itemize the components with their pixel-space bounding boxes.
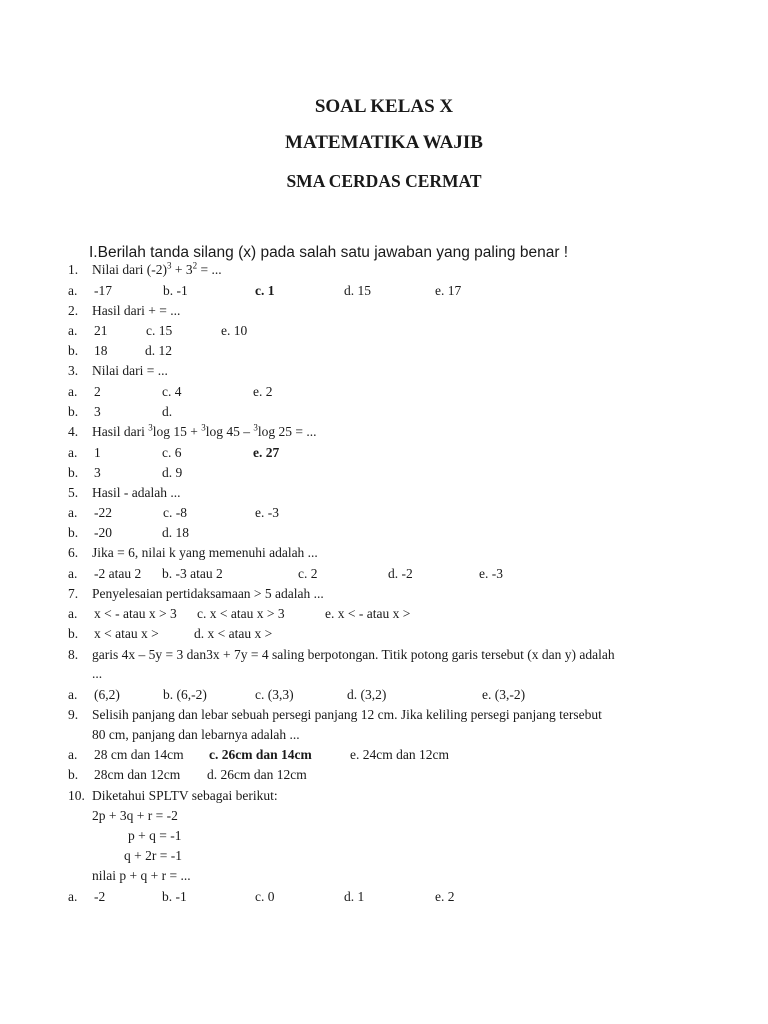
item-label: a.: [68, 323, 78, 338]
line-text: x < - atau x > 3: [94, 606, 177, 621]
item-label: a.: [68, 747, 78, 762]
line-text: d. 9: [162, 465, 183, 480]
item-label: 5.: [68, 485, 79, 500]
line-text: -2 atau 2: [94, 566, 142, 581]
line-text: 2: [94, 384, 101, 399]
item-label: a.: [68, 566, 78, 581]
line-text: c. 6: [162, 445, 182, 460]
item-label: a.: [68, 283, 78, 298]
line-text: Hasil dari $^3$log 15 + $^3$log 45 – $^3$log 25 = ...: [92, 422, 317, 439]
line-text: e. 10: [221, 323, 248, 338]
line-text: d.: [162, 404, 173, 419]
item-label: 9.: [68, 707, 79, 722]
line-text: 18: [94, 343, 108, 358]
title-kelas: SOAL KELAS X: [314, 96, 454, 117]
line-text: -20: [94, 525, 112, 540]
line-text: d. (3,2): [347, 687, 387, 702]
item-label: 4.: [68, 424, 79, 439]
line-text: d. x < atau x >: [194, 626, 273, 641]
line-text: c. 15: [146, 323, 173, 338]
item-label: 7.: [68, 586, 79, 601]
item-label: b.: [68, 626, 79, 641]
line-text: d. 1: [344, 889, 365, 904]
line-text: -22: [94, 505, 112, 520]
line-text: 3: [94, 465, 101, 480]
item-label: 6.: [68, 545, 79, 560]
instruction-text: I.Berilah tanda silang (x) pada salah satu jawaban yang paling benar !: [89, 244, 569, 261]
item-label: b.: [68, 767, 79, 782]
line-text: Selisih panjang dan lebar sebuah persegi panjang 12 cm. Jika keliling persegi panjang tersebut: [92, 707, 602, 722]
line-text: x < atau x >: [94, 626, 159, 641]
line-text: 3: [94, 404, 101, 419]
line-text: e. 2: [435, 889, 455, 904]
line-text: 28cm dan 12cm: [94, 767, 181, 782]
line-text: Nilai dari = ...: [92, 363, 168, 378]
item-label: q + 2r = -1: [124, 848, 182, 863]
item-label: p + q = -1: [128, 828, 182, 843]
item-label: nilai p + q + r = ...: [92, 868, 191, 883]
line-text: c. -8: [163, 505, 187, 520]
item-label: b.: [68, 404, 79, 419]
item-label: 1.: [68, 262, 79, 277]
item-label: 8.: [68, 647, 79, 662]
superscript: 3: [166, 260, 172, 271]
line-text: c. 2: [298, 566, 318, 581]
line-text: e. -3: [255, 505, 279, 520]
line-text: Hasil dari + = ...: [92, 303, 181, 318]
line-text: Nilai dari $(-2)^3 + 3^2$ = ...: [92, 260, 222, 277]
line-text: -17: [94, 283, 112, 298]
line-text: e. -3: [479, 566, 503, 581]
item-label: 2p + 3q + r = -2: [92, 808, 178, 823]
line-text: d. 26cm dan 12cm: [207, 767, 307, 782]
item-label: ...: [92, 666, 103, 681]
line-text: c. 26cm dan 14cm: [209, 747, 312, 762]
line-text: Hasil - adalah ...: [92, 485, 181, 500]
line-text: b. (6,-2): [163, 687, 207, 702]
superscript: 3: [148, 422, 153, 433]
item-label: a.: [68, 505, 78, 520]
line-text: d. -2: [388, 566, 413, 581]
item-label: 2.: [68, 303, 79, 318]
line-text: e. (3,-2): [482, 687, 526, 702]
item-label: a.: [68, 445, 78, 460]
line-text: 1: [94, 445, 101, 460]
line-text: d. 15: [344, 283, 371, 298]
item-label: a.: [68, 606, 78, 621]
line-text: c. (3,3): [255, 687, 294, 702]
line-text: d. 12: [145, 343, 172, 358]
line-text: b. -3 atau 2: [162, 566, 223, 581]
line-text: Diketahui SPLTV sebagai berikut:: [92, 788, 278, 803]
line-text: Jika = 6, nilai k yang memenuhi adalah ...: [92, 545, 318, 560]
item-label: a.: [68, 687, 78, 702]
line-text: (6,2): [94, 687, 120, 702]
line-text: b. -1: [163, 283, 188, 298]
item-label: b.: [68, 465, 79, 480]
item-label: a.: [68, 889, 78, 904]
line-text: e. 2: [253, 384, 273, 399]
item-label: 10.: [68, 788, 85, 803]
line-text: c. 1: [255, 283, 275, 298]
item-label: 3.: [68, 363, 79, 378]
line-text: Penyelesaian pertidaksamaan > 5 adalah ...: [92, 586, 324, 601]
item-label: 80 cm, panjang dan lebarnya adalah ...: [92, 727, 300, 742]
line-text: d. 18: [162, 525, 189, 540]
title-mapel: MATEMATIKA WAJIB: [285, 132, 483, 153]
title-sekolah: SMA CERDAS CERMAT: [286, 171, 482, 191]
line-text: e. 27: [253, 445, 280, 460]
line-text: 21: [94, 323, 108, 338]
superscript: 3: [253, 422, 258, 433]
line-text: 28 cm dan 14cm: [94, 747, 184, 762]
line-text: e. x < - atau x >: [325, 606, 411, 621]
line-text: -2: [94, 889, 106, 904]
item-label: b.: [68, 343, 79, 358]
superscript: 2: [192, 260, 198, 271]
line-text: garis 4x – 5y = 3 dan3x + 7y = 4 saling berpotongan. Titik potong garis tersebut (x dan y) adalah: [92, 647, 615, 662]
line-text: c. x < atau x > 3: [197, 606, 285, 621]
line-text: c. 0: [255, 889, 275, 904]
line-text: e. 17: [435, 283, 462, 298]
line-text: b. -1: [162, 889, 187, 904]
line-text: e. 24cm dan 12cm: [350, 747, 449, 762]
item-label: b.: [68, 525, 79, 540]
item-label: a.: [68, 384, 78, 399]
line-text: c. 4: [162, 384, 182, 399]
superscript: 3: [201, 422, 206, 433]
